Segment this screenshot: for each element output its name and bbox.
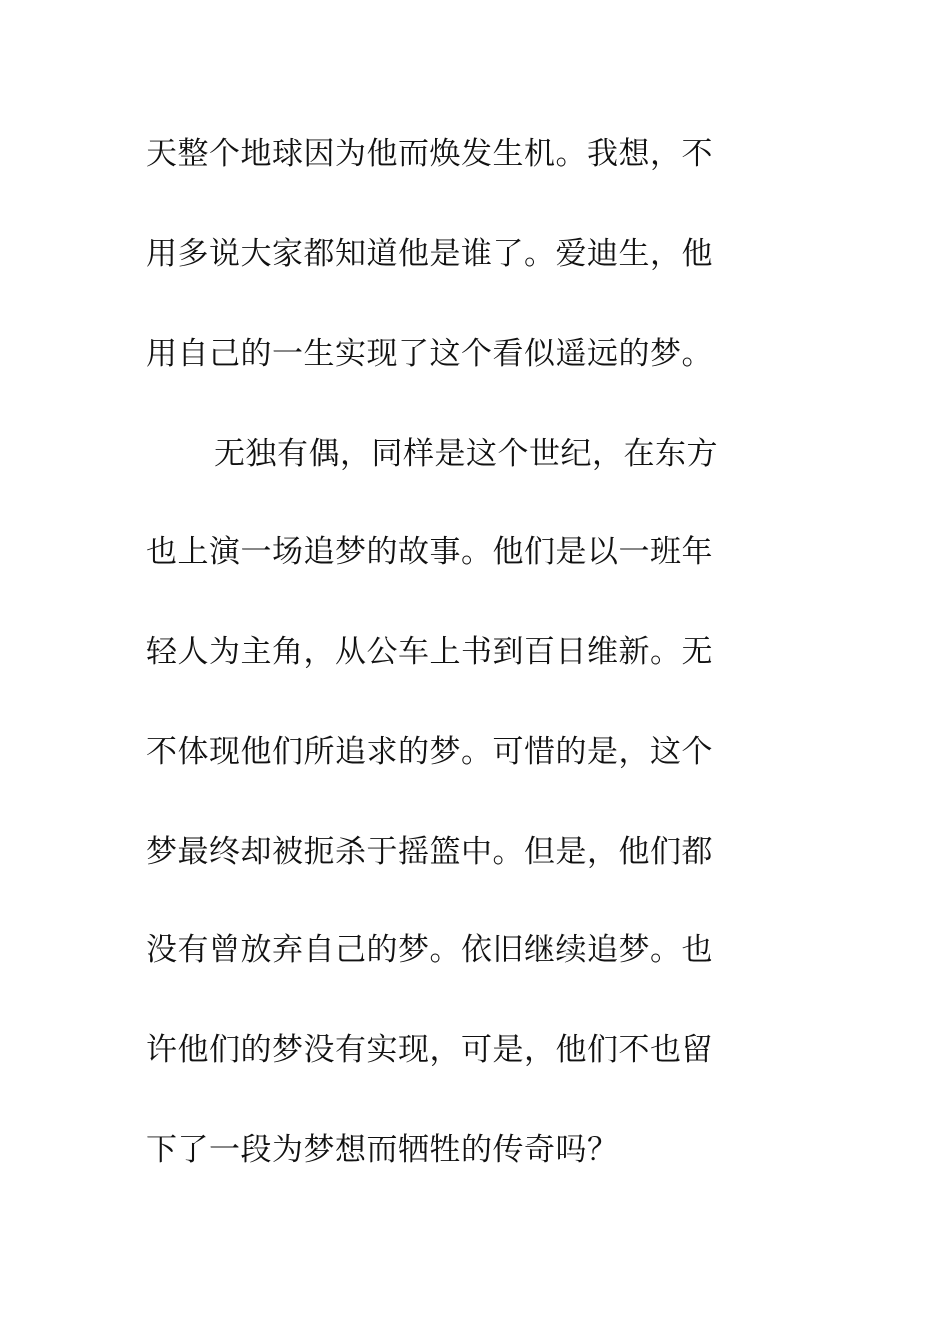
text-line-10: 许他们的梦没有实现，可是，他们不也留 (146, 1032, 713, 1068)
text-line-6: 轻人为主角，从公车上书到百日维新。无 (146, 634, 713, 670)
text-line-1: 天整个地球因为他而焕发生机。我想，不 (146, 136, 713, 172)
text-line-9: 没有曾放弃自己的梦。依旧继续追梦。也 (146, 932, 713, 968)
text-line-5: 也上演一场追梦的故事。他们是以一班年 (146, 534, 713, 570)
text-line-11: 下了一段为梦想而牺牲的传奇吗？ (146, 1132, 619, 1168)
text-line-7: 不体现他们所追求的梦。可惜的是，这个 (146, 734, 713, 770)
text-line-2: 用多说大家都知道他是谁了。爱迪生，他 (146, 236, 713, 272)
paragraph-2-first-line: 无独有偶，同样是这个世纪，在东方 (214, 436, 718, 472)
text-line-3: 用自己的一生实现了这个看似遥远的梦。 (146, 336, 713, 372)
text-line-8: 梦最终却被扼杀于摇篮中。但是，他们都 (146, 834, 713, 870)
